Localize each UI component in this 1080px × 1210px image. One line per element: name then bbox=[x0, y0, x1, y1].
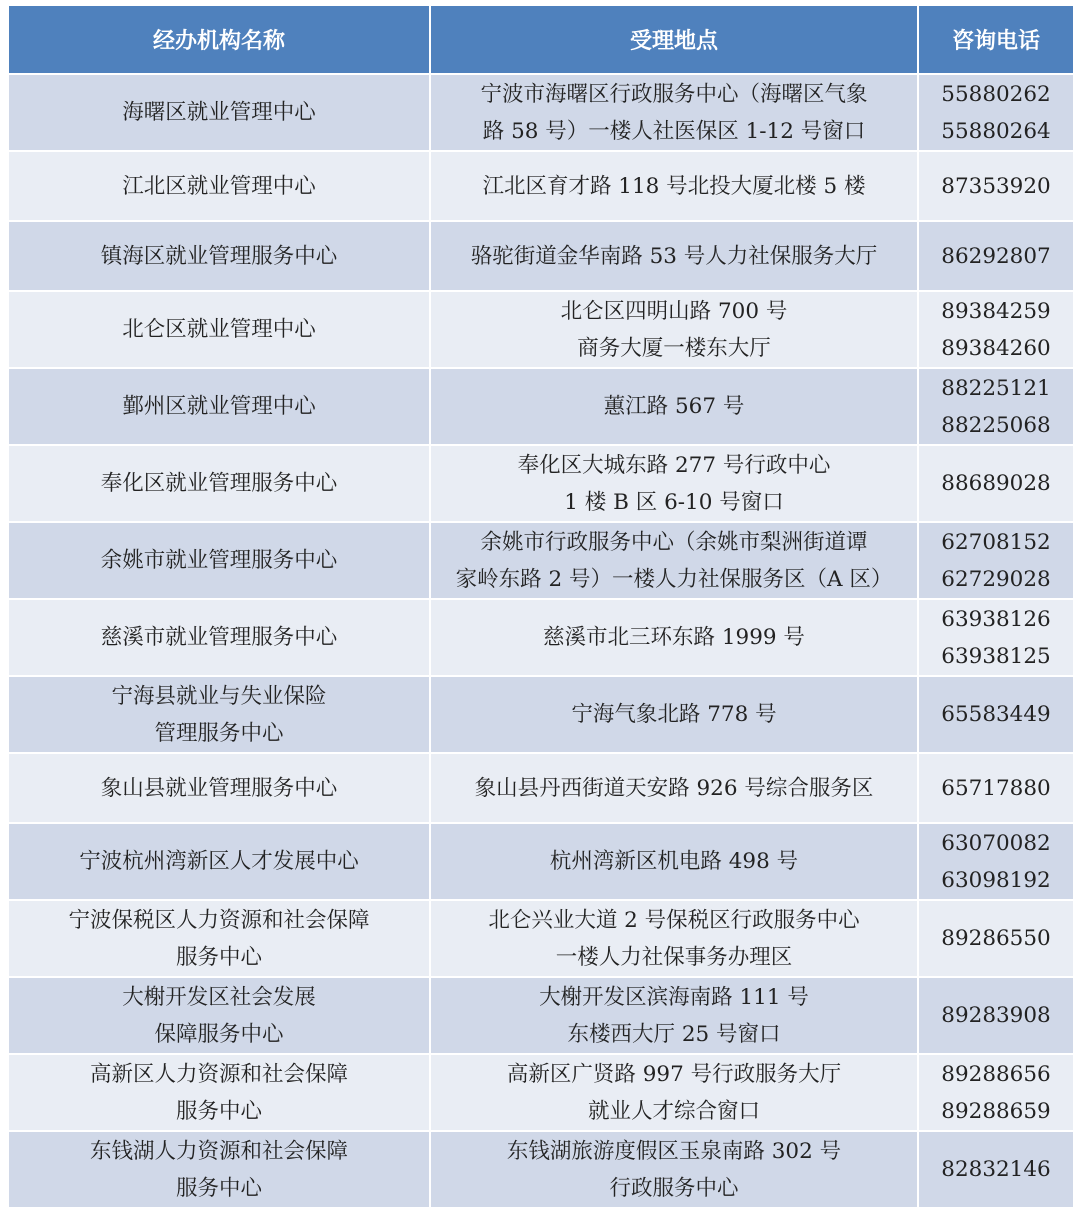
location-cell bbox=[430, 599, 918, 676]
agency-name-cell bbox=[9, 676, 430, 753]
header-row bbox=[9, 6, 1073, 74]
agency-name-cell bbox=[9, 753, 430, 823]
phone-number: 55880264 bbox=[941, 118, 1051, 144]
agency-name-cell bbox=[9, 74, 430, 151]
agency-name-cell bbox=[9, 291, 430, 368]
agency-name-cell bbox=[9, 977, 430, 1054]
agency-name-cell bbox=[9, 1131, 430, 1208]
phone-number: 62708152 bbox=[941, 529, 1051, 555]
location-line: 高新区广贤路 997 号行政服务大厅 bbox=[506, 1061, 842, 1087]
header-phone: 咨询电话 bbox=[918, 6, 1073, 74]
location-line: 余姚市行政服务中心（余姚市梨洲街道谭 bbox=[480, 529, 868, 555]
location-line: 就业人才综合窗口 bbox=[587, 1098, 760, 1124]
header-agency-name: 经办机构名称 bbox=[9, 6, 430, 74]
location-cell bbox=[430, 445, 918, 522]
phone-number: 65583449 bbox=[941, 702, 1051, 727]
phone-number: 89288659 bbox=[941, 1098, 1051, 1124]
location-line: 慈溪市北三环东路 1999 号 bbox=[543, 625, 805, 650]
phone-cell bbox=[918, 522, 1073, 599]
phone-cell bbox=[918, 74, 1073, 151]
table-row bbox=[9, 1054, 1073, 1131]
header-location: 受理地点 bbox=[430, 6, 918, 74]
phone-cell bbox=[918, 151, 1073, 221]
phone-cell bbox=[918, 1131, 1073, 1208]
agency-name-line: 东钱湖人力资源和社会保障 bbox=[89, 1138, 348, 1164]
location-line: 骆驼街道金华南路 53 号人力社保服务大厅 bbox=[470, 243, 878, 269]
phone-number: 89384260 bbox=[941, 335, 1051, 361]
agency-name-line: 海曙区就业管理中心 bbox=[122, 100, 316, 125]
phone-number: 63070082 bbox=[941, 830, 1051, 856]
location-line: 北仑兴业大道 2 号保税区行政服务中心 bbox=[488, 907, 860, 933]
phone-cell bbox=[918, 823, 1073, 900]
agency-name-cell bbox=[9, 522, 430, 599]
agency-name-cell bbox=[9, 221, 430, 291]
location-line: 商务大厦一楼东大厅 bbox=[577, 335, 771, 361]
location-line: 北仑区四明山路 700 号 bbox=[560, 298, 788, 324]
agency-name-line: 镇海区就业管理服务中心 bbox=[100, 243, 338, 269]
location-line: 行政服务中心 bbox=[609, 1175, 739, 1201]
table-row bbox=[9, 823, 1073, 900]
agency-name-line: 高新区人力资源和社会保障 bbox=[89, 1061, 348, 1087]
phone-cell bbox=[918, 900, 1073, 977]
location-line: 路 58 号）一楼人社医保区 1-12 号窗口 bbox=[482, 118, 866, 144]
location-line: 1 楼 B 区 6-10 号窗口 bbox=[564, 489, 784, 515]
agency-name-line: 奉化区就业管理服务中心 bbox=[100, 471, 338, 496]
agency-name-cell bbox=[9, 900, 430, 977]
agency-name-line: 宁波保税区人力资源和社会保障 bbox=[68, 907, 370, 933]
location-line: 蕙江路 567 号 bbox=[603, 394, 745, 419]
phone-number: 89283908 bbox=[941, 1003, 1051, 1028]
agency-name-line: 管理服务中心 bbox=[154, 720, 284, 746]
table-row bbox=[9, 753, 1073, 823]
location-line: 宁波市海曙区行政服务中心（海曙区气象 bbox=[480, 81, 868, 107]
phone-cell bbox=[918, 445, 1073, 522]
table-row bbox=[9, 599, 1073, 676]
location-cell bbox=[430, 151, 918, 221]
table-row bbox=[9, 977, 1073, 1054]
location-line: 宁海气象北路 778 号 bbox=[571, 702, 777, 727]
table-row bbox=[9, 221, 1073, 291]
phone-number: 88225121 bbox=[941, 375, 1051, 401]
location-line: 大榭开发区滨海南路 111 号 bbox=[539, 984, 809, 1010]
location-line: 东楼西大厅 25 号窗口 bbox=[567, 1021, 781, 1047]
location-line: 家岭东路 2 号）一楼人力社保服务区（A 区） bbox=[455, 566, 893, 592]
location-line: 象山县丹西街道天安路 926 号综合服务区 bbox=[474, 775, 874, 801]
location-cell bbox=[430, 1054, 918, 1131]
table-row bbox=[9, 74, 1073, 151]
phone-number: 88689028 bbox=[941, 471, 1051, 496]
phone-cell bbox=[918, 1054, 1073, 1131]
phone-number: 65717880 bbox=[941, 775, 1051, 801]
phone-cell bbox=[918, 753, 1073, 823]
phone-number: 89286550 bbox=[941, 926, 1051, 951]
agency-name-cell bbox=[9, 368, 430, 445]
table-row bbox=[9, 445, 1073, 522]
location-line: 杭州湾新区机电路 498 号 bbox=[549, 849, 799, 874]
location-cell bbox=[430, 522, 918, 599]
agency-name-cell bbox=[9, 151, 430, 221]
table-row bbox=[9, 368, 1073, 445]
agency-name-line: 保障服务中心 bbox=[154, 1021, 284, 1047]
table-row bbox=[9, 522, 1073, 599]
location-cell bbox=[430, 977, 918, 1054]
agency-name-line: 慈溪市就业管理服务中心 bbox=[100, 625, 338, 650]
agency-name-line: 宁波杭州湾新区人才发展中心 bbox=[79, 849, 359, 874]
location-line: 一楼人力社保事务办理区 bbox=[555, 944, 793, 970]
phone-cell bbox=[918, 291, 1073, 368]
location-cell bbox=[430, 676, 918, 753]
phone-number: 89384259 bbox=[941, 298, 1051, 324]
location-line: 东钱湖旅游度假区玉泉南路 302 号 bbox=[506, 1138, 842, 1164]
agency-name-line: 服务中心 bbox=[175, 944, 262, 970]
agency-table bbox=[9, 6, 1073, 1209]
agency-name-cell bbox=[9, 823, 430, 900]
phone-number: 86292807 bbox=[941, 243, 1051, 269]
phone-number: 62729028 bbox=[941, 566, 1051, 592]
phone-cell bbox=[918, 599, 1073, 676]
agency-name-cell bbox=[9, 599, 430, 676]
agency-name-line: 余姚市就业管理服务中心 bbox=[100, 548, 338, 573]
location-cell bbox=[430, 74, 918, 151]
phone-cell bbox=[918, 676, 1073, 753]
table-body bbox=[9, 74, 1073, 1208]
agency-name-line: 服务中心 bbox=[175, 1175, 262, 1201]
phone-number: 89288656 bbox=[941, 1061, 1051, 1087]
phone-number: 87353920 bbox=[941, 173, 1051, 199]
location-cell bbox=[430, 291, 918, 368]
location-line: 奉化区大城东路 277 号行政中心 bbox=[517, 452, 831, 478]
table-row bbox=[9, 291, 1073, 368]
location-cell bbox=[430, 368, 918, 445]
agency-name-line: 服务中心 bbox=[175, 1098, 262, 1124]
phone-number: 63938126 bbox=[941, 606, 1051, 632]
location-cell bbox=[430, 753, 918, 823]
table-row bbox=[9, 676, 1073, 753]
table-header bbox=[9, 6, 1073, 74]
location-cell bbox=[430, 900, 918, 977]
agency-name-line: 北仑区就业管理中心 bbox=[122, 317, 316, 342]
location-cell bbox=[430, 221, 918, 291]
agency-name-line: 鄞州区就业管理中心 bbox=[122, 394, 316, 419]
table-row bbox=[9, 151, 1073, 221]
agency-name-line: 象山县就业管理服务中心 bbox=[100, 775, 338, 801]
agency-name-line: 大榭开发区社会发展 bbox=[122, 984, 316, 1010]
agency-name-line: 江北区就业管理中心 bbox=[122, 173, 316, 199]
phone-number: 55880262 bbox=[941, 81, 1051, 107]
phone-number: 63938125 bbox=[941, 643, 1051, 669]
agency-table-container bbox=[9, 6, 1073, 1209]
table-row bbox=[9, 1131, 1073, 1208]
location-cell bbox=[430, 823, 918, 900]
phone-cell bbox=[918, 977, 1073, 1054]
phone-cell bbox=[918, 221, 1073, 291]
location-cell bbox=[430, 1131, 918, 1208]
phone-cell bbox=[918, 368, 1073, 445]
phone-number: 63098192 bbox=[941, 867, 1051, 893]
phone-number: 82832146 bbox=[941, 1157, 1051, 1182]
phone-number: 88225068 bbox=[941, 412, 1051, 438]
agency-name-cell bbox=[9, 1054, 430, 1131]
agency-name-line: 宁海县就业与失业保险 bbox=[111, 683, 327, 709]
table-row bbox=[9, 900, 1073, 977]
agency-name-cell bbox=[9, 445, 430, 522]
location-line: 江北区育才路 118 号北投大厦北楼 5 楼 bbox=[482, 173, 866, 199]
